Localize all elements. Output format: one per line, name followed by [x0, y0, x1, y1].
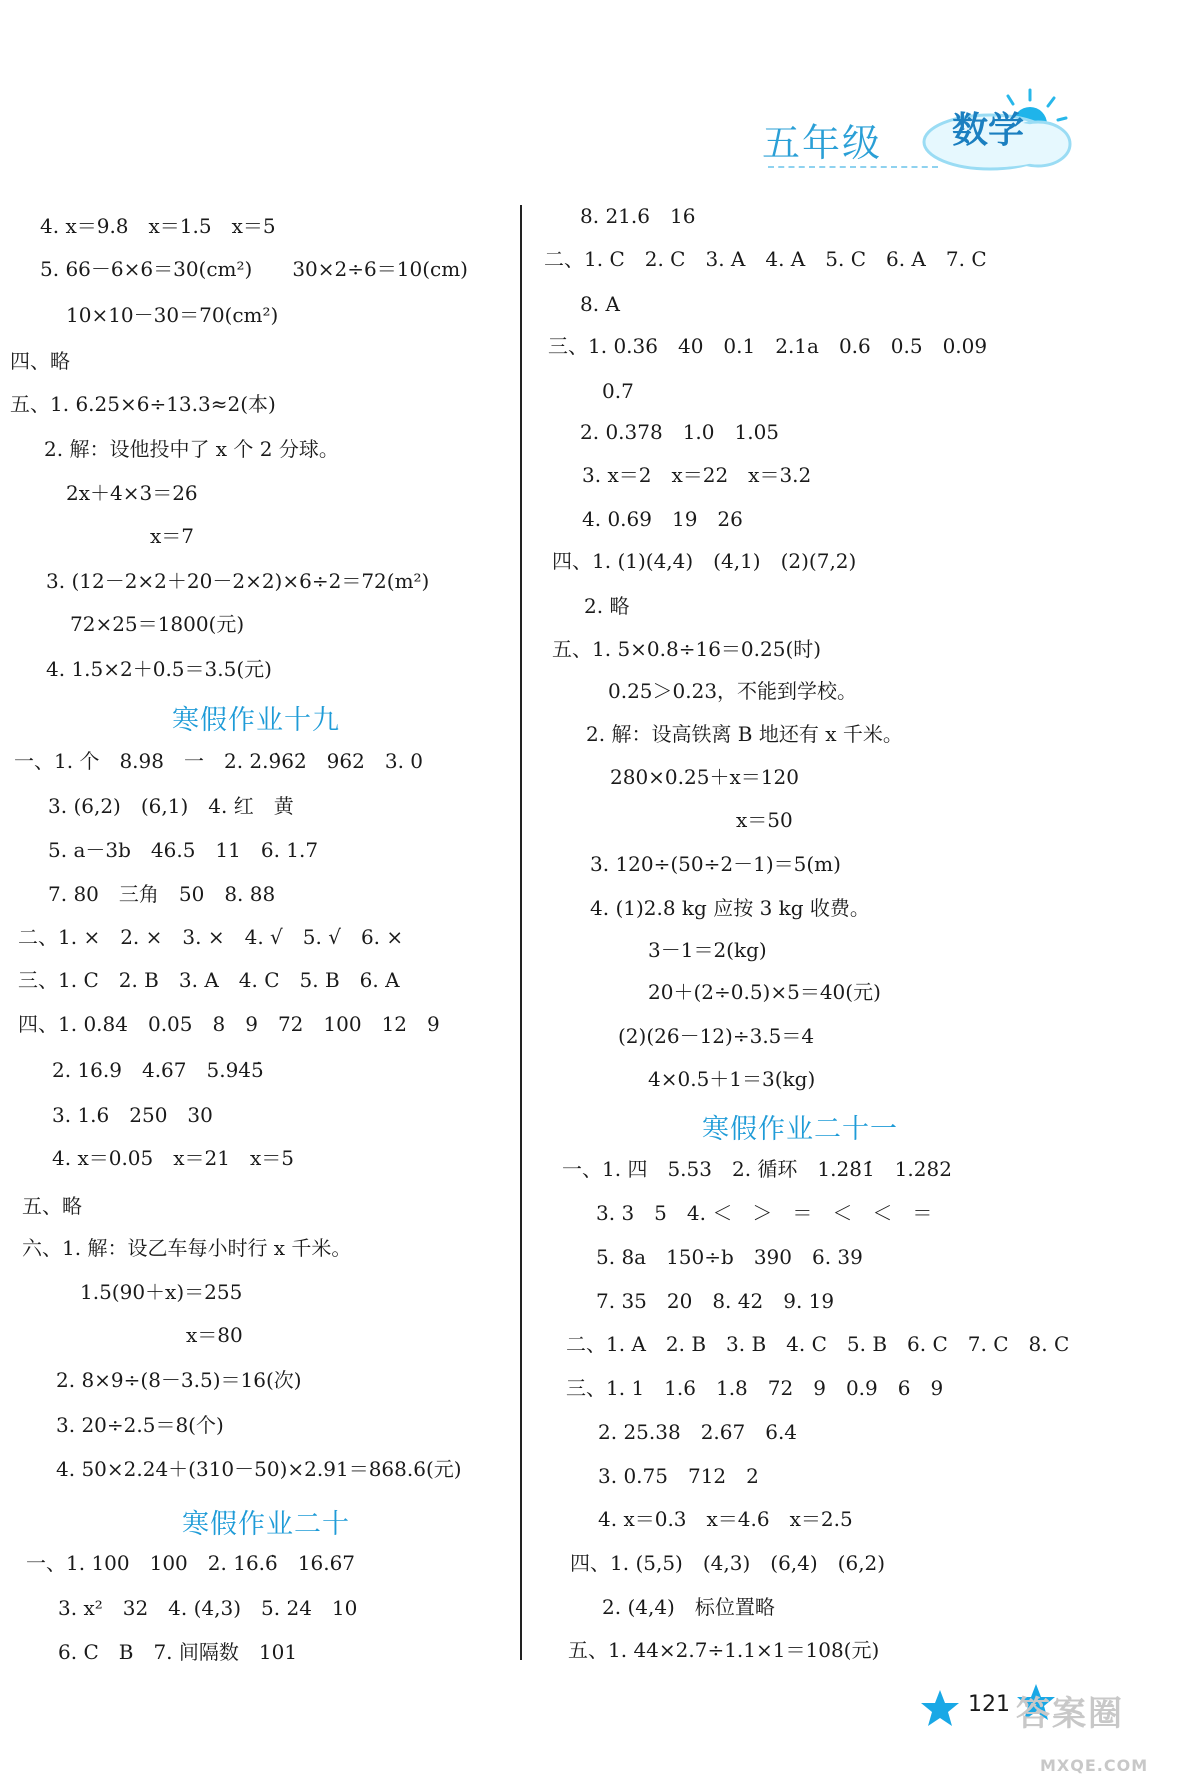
text-line: 0.25＞0.23，不能到学校。	[608, 679, 858, 703]
text-line: 3. 20÷2.5＝8(个)	[56, 1413, 224, 1437]
text-line: 4×0.5＋1＝3(kg)	[648, 1067, 816, 1091]
text-line: 3. 0.75 712 2	[598, 1464, 759, 1488]
text-line: 4. 0.69 19 26	[582, 507, 743, 531]
watermark-url: MXQE.COM	[1040, 1756, 1149, 1775]
text-line: 五、1. 6.25×6÷13.3≈2(本)	[10, 392, 276, 416]
text-line: x＝80	[186, 1323, 243, 1347]
text-line: 0.7	[602, 379, 634, 403]
text-line: 3. 1.6 250 30	[52, 1103, 213, 1127]
text-line: 一、1. 四 5.53 2. 循环 1.28̇1̇ 1.282	[562, 1157, 952, 1181]
header-subject: 数学	[952, 110, 1025, 151]
text-line: 三、1. C 2. B 3. A 4. C 5. B 6. A	[18, 968, 400, 992]
page-number: 121	[968, 1692, 1010, 1717]
text-line: 3. (12－2×2＋20－2×2)×6÷2＝72(m²)	[46, 569, 430, 593]
text-line: 20＋(2÷0.5)×5＝40(元)	[648, 980, 881, 1004]
text-line: x＝7	[150, 524, 195, 548]
text-line: 3. x² 32 4. (4,3) 5. 24 10	[58, 1596, 358, 1620]
text-line: 5. 66－6×6＝30(cm²) 30×2÷6＝10(cm)	[40, 257, 468, 281]
text-line: 3. x＝2 x＝22 x＝3.2	[582, 463, 812, 487]
text-line: 4. x＝9.8 x＝1.5 x＝5	[40, 214, 276, 238]
text-line: 7. 35 20 8. 42 9. 19	[596, 1289, 835, 1313]
text-line: 五、略	[22, 1194, 82, 1218]
text-line: 五、1. 44×2.7÷1.1×1＝108(元)	[568, 1638, 880, 1662]
star-icon	[920, 1688, 960, 1728]
text-line: 3. (6,2) (6,1) 4. 红 黄	[48, 794, 294, 818]
text-line: 5. a－3b 46.5 11 6. 1.7	[48, 838, 319, 862]
text-line: 一、1. 个 8.98 一 2. 2.9̇62̇ 962 3. 0	[14, 749, 424, 773]
text-line: 4. 50×2.24＋(310－50)×2.91＝868.6(元)	[56, 1457, 462, 1481]
text-line: 2. 解：设他投中了 x 个 2 分球。	[44, 437, 339, 461]
section-title: 寒假作业二十	[182, 1509, 350, 1540]
text-line: 4. 1.5×2＋0.5＝3.5(元)	[46, 657, 272, 681]
text-line: x＝50	[736, 808, 793, 832]
text-line: 二、1. C 2. C 3. A 4. A 5. C 6. A 7. C	[544, 247, 987, 271]
text-line: 4. (1)2.8 kg 应按 3 kg 收费。	[590, 896, 870, 920]
section-title: 寒假作业十九	[172, 705, 340, 736]
text-line: 8. 21.6 16	[580, 204, 696, 228]
header-rule	[768, 166, 938, 168]
text-line: 72×25＝1800(元)	[70, 612, 245, 636]
text-line: 六、1. 解：设乙车每小时行 x 千米。	[22, 1236, 352, 1260]
text-line: (2)(26－12)÷3.5＝4	[618, 1024, 815, 1048]
text-line: 2x＋4×3＝26	[66, 481, 198, 505]
text-line: 2. 略	[584, 594, 630, 618]
text-line: 三、1. 1 1.6 1.8 72 9 0.9 6 9	[566, 1376, 944, 1400]
text-line: 1.5(90＋x)＝255	[80, 1280, 243, 1304]
text-line: 二、1. A 2. B 3. B 4. C 5. B 6. C 7. C 8. C	[566, 1332, 1070, 1356]
text-line: 6. C B 7. 间隔数 101	[58, 1640, 298, 1664]
text-line: 280×0.25＋x＝120	[610, 765, 799, 789]
text-line: 四、1. 0.84 0.05 8 9 72 100 12 9	[18, 1012, 440, 1036]
text-line: 三、1. 0.36 40 0.1 2.1a 0.6 0.5 0.09	[548, 334, 988, 358]
text-line: 3. 3 5 4. ＜ ＞ ＝ ＜ ＜ ＝	[596, 1201, 933, 1225]
header-grade: 五年级	[762, 121, 883, 165]
text-line: 3. 120÷(50÷2－1)＝5(m)	[590, 852, 841, 876]
text-line: 四、1. (1)(4,4) (4,1) (2)(7,2)	[552, 549, 857, 573]
text-line: 5. 8a 150÷b 390 6. 39	[596, 1245, 863, 1269]
text-line: 二、1. × 2. × 3. × 4. √ 5. √ 6. ×	[18, 925, 404, 949]
text-line: 四、1. (5,5) (4,3) (6,4) (6,2)	[570, 1551, 886, 1575]
text-line: 2. 解：设高铁离 B 地还有 x 千米。	[586, 722, 903, 746]
text-line: 4. x＝0.3 x＝4.6 x＝2.5	[598, 1507, 853, 1531]
text-line: 4. x＝0.05 x＝21 x＝5	[52, 1146, 294, 1170]
text-line: 一、1. 100 100 2. 16.6̇ 16.67	[26, 1551, 356, 1575]
text-line: 五、1. 5×0.8÷16＝0.25(时)	[552, 637, 822, 661]
text-line: 7. 80 三角 50 8. 88	[48, 882, 276, 906]
text-line: 3－1＝2(kg)	[648, 938, 767, 962]
column-divider	[520, 205, 522, 1660]
text-line: 2. 8×9÷(8－3.5)＝16(次)	[56, 1368, 302, 1392]
text-line: 8. A	[580, 292, 620, 316]
text-line: 2. (4,4) 标位置略	[602, 1595, 775, 1619]
watermark-logo: 答案圈	[1016, 1694, 1124, 1734]
text-line: 10×10－30＝70(cm²)	[66, 303, 279, 327]
text-line: 四、略	[10, 349, 70, 373]
section-title: 寒假作业二十一	[702, 1114, 898, 1145]
text-line: 2. 0.378 1.0 1.05	[580, 420, 780, 444]
text-line: 2. 16.9 4.67 5.94̇5̇	[52, 1058, 264, 1082]
text-line: 2. 25.38 2.67 6.4	[598, 1420, 798, 1444]
